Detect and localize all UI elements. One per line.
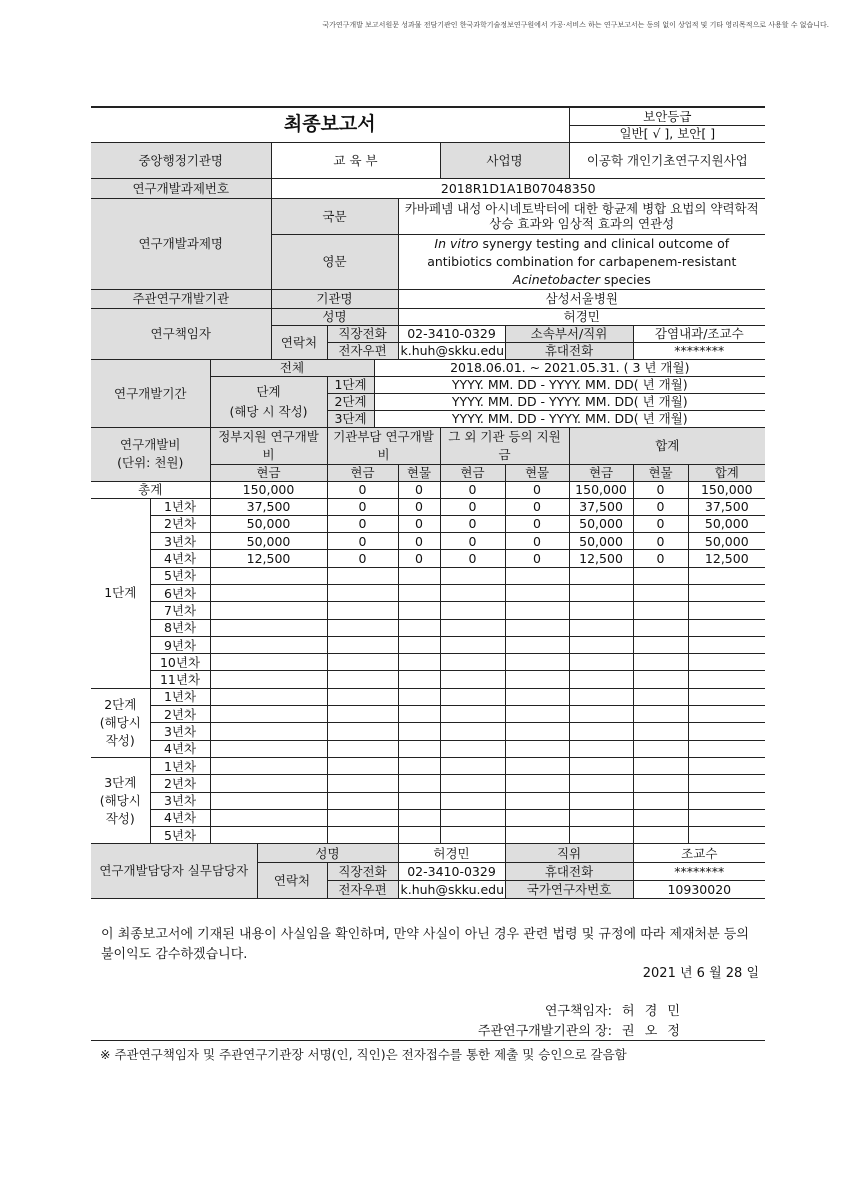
budget-cell-inst-cash bbox=[327, 757, 398, 774]
budget-label: 연구개발비 (단위: 천원) bbox=[91, 427, 210, 481]
period-total-label: 전체 bbox=[210, 359, 374, 376]
budget-cell-sum-total bbox=[688, 567, 765, 584]
budget-cell-sum-total: 50,000 bbox=[688, 533, 765, 550]
pi-mobile-label: 휴대전화 bbox=[505, 342, 633, 359]
budget-cell-gov-cash bbox=[210, 757, 327, 774]
budget-cell-sum-inkind bbox=[633, 706, 688, 723]
budget-stage-3-label: 3단계 (해당시 작성) bbox=[91, 757, 150, 843]
budget-cell-gov-cash bbox=[210, 706, 327, 723]
budget-cell-sum-cash bbox=[569, 636, 633, 653]
budget-cell-gov-cash bbox=[210, 671, 327, 688]
budget-total-label: 총계 bbox=[91, 481, 210, 498]
budget-cell-sum-inkind bbox=[633, 619, 688, 636]
budget-cell-other-inkind bbox=[505, 723, 569, 740]
budget-row bbox=[91, 723, 765, 740]
budget-cell-inst-cash: 0 bbox=[327, 515, 398, 532]
security-value: 일반[ √ ], 보안[ ] bbox=[569, 125, 765, 142]
budget-cell-other-cash bbox=[440, 706, 505, 723]
budget-cell-gov-cash bbox=[210, 619, 327, 636]
staff-position-label: 직위 bbox=[505, 844, 633, 863]
budget-cell-sum-inkind bbox=[633, 809, 688, 826]
budget-year-label: 5년차 bbox=[150, 827, 210, 844]
budget-cell-sum-total bbox=[688, 671, 765, 688]
pi-contact-label: 연락처 bbox=[271, 325, 327, 359]
col-other-inkind: 현물 bbox=[505, 464, 569, 481]
budget-cell-other-inkind bbox=[505, 654, 569, 671]
task-title-en: In vitro synergy testing and clinical outcome of antibiotics combination for carbapenem-resistant Acinetobacter species bbox=[398, 234, 765, 289]
budget-cell-other-inkind: 0 bbox=[505, 515, 569, 532]
budget-cell-inst-inkind bbox=[398, 723, 440, 740]
budget-cell-gov-cash: 12,500 bbox=[210, 550, 327, 567]
signature-org-head: 주관연구개발기관의 장: 권 오 정 bbox=[477, 1024, 683, 1039]
budget-year-label: 10년차 bbox=[150, 654, 210, 671]
pi-phone: 02-3410-0329 bbox=[398, 325, 505, 342]
budget-cell-other-cash bbox=[440, 775, 505, 792]
budget-cell-inst-inkind bbox=[398, 619, 440, 636]
budget-row bbox=[91, 688, 765, 705]
budget-cell-inst-inkind bbox=[398, 584, 440, 601]
budget-year-label: 3년차 bbox=[150, 792, 210, 809]
staff-name-label: 성명 bbox=[257, 844, 398, 863]
budget-cell-other-cash: 0 bbox=[440, 550, 505, 567]
budget-row bbox=[91, 792, 765, 809]
budget-cell-gov-cash bbox=[210, 584, 327, 601]
staff-email-label: 전자우편 bbox=[327, 881, 398, 899]
budget-cell-sum-total: 37,500 bbox=[688, 498, 765, 515]
budget-cell-other-inkind bbox=[505, 757, 569, 774]
col-gov-cash: 현금 bbox=[210, 464, 327, 481]
budget-year-label: 3년차 bbox=[150, 533, 210, 550]
budget-cell-sum-inkind bbox=[633, 654, 688, 671]
budget-cell-sum-total bbox=[688, 775, 765, 792]
budget-cell-other-cash bbox=[440, 567, 505, 584]
budget-stage-2-label: 2단계 (해당시 작성) bbox=[91, 688, 150, 757]
budget-inst-label: 기관부담 연구개발비 bbox=[327, 427, 440, 464]
budget-year-label: 8년차 bbox=[150, 619, 210, 636]
budget-cell-other-cash: 0 bbox=[440, 515, 505, 532]
budget-cell-other-cash bbox=[440, 636, 505, 653]
budget-cell-sum-total bbox=[688, 827, 765, 844]
budget-cell-sum-cash bbox=[569, 619, 633, 636]
budget-cell-other-cash bbox=[440, 827, 505, 844]
budget-year-label: 3년차 bbox=[150, 723, 210, 740]
budget-cell-other-inkind: 0 bbox=[505, 550, 569, 567]
budget-cell-other-cash bbox=[440, 654, 505, 671]
budget-cell-inst-cash bbox=[327, 740, 398, 757]
budget-cell-inst-inkind bbox=[398, 654, 440, 671]
budget-cell-inst-cash bbox=[327, 567, 398, 584]
budget-cell-other-cash bbox=[440, 671, 505, 688]
budget-cell-other-inkind bbox=[505, 809, 569, 826]
budget-cell-other-inkind: 0 bbox=[505, 498, 569, 515]
budget-cell-inst-inkind: 0 bbox=[398, 550, 440, 567]
budget-cell-inst-cash bbox=[327, 688, 398, 705]
budget-cell-gov-cash: 150,000 bbox=[210, 481, 327, 498]
budget-cell-gov-cash: 50,000 bbox=[210, 515, 327, 532]
pi-label: 연구책임자 bbox=[91, 308, 271, 359]
budget-gov-label: 정부지원 연구개발비 bbox=[210, 427, 327, 464]
budget-cell-gov-cash bbox=[210, 792, 327, 809]
budget-cell-sum-inkind bbox=[633, 688, 688, 705]
budget-cell-sum-inkind bbox=[633, 792, 688, 809]
budget-cell-sum-cash bbox=[569, 792, 633, 809]
budget-cell-gov-cash bbox=[210, 775, 327, 792]
period-stage-1-label: 1단계 bbox=[327, 376, 374, 393]
budget-cell-sum-total bbox=[688, 688, 765, 705]
budget-cell-gov-cash bbox=[210, 688, 327, 705]
budget-cell-other-inkind bbox=[505, 688, 569, 705]
budget-cell-gov-cash bbox=[210, 827, 327, 844]
budget-cell-other-inkind bbox=[505, 775, 569, 792]
budget-cell-sum-cash: 150,000 bbox=[569, 481, 633, 498]
budget-row bbox=[91, 584, 765, 601]
budget-cell-sum-inkind bbox=[633, 740, 688, 757]
budget-year-label: 2년차 bbox=[150, 515, 210, 532]
budget-cell-inst-inkind bbox=[398, 636, 440, 653]
budget-cell-other-cash: 0 bbox=[440, 481, 505, 498]
budget-cell-sum-total bbox=[688, 740, 765, 757]
period-stage-label: 단계 (해당 시 작성) bbox=[210, 376, 327, 427]
budget-cell-inst-cash bbox=[327, 706, 398, 723]
budget-cell-other-inkind bbox=[505, 740, 569, 757]
budget-year-label: 2년차 bbox=[150, 775, 210, 792]
budget-cell-other-inkind: 0 bbox=[505, 481, 569, 498]
budget-year-label: 6년차 bbox=[150, 584, 210, 601]
budget-cell-sum-inkind: 0 bbox=[633, 515, 688, 532]
budget-year-label: 5년차 bbox=[150, 567, 210, 584]
budget-cell-sum-cash bbox=[569, 654, 633, 671]
budget-year-label: 7년차 bbox=[150, 602, 210, 619]
budget-cell-sum-inkind bbox=[633, 757, 688, 774]
budget-cell-sum-cash: 50,000 bbox=[569, 515, 633, 532]
budget-cell-inst-inkind bbox=[398, 775, 440, 792]
budget-cell-sum-cash bbox=[569, 584, 633, 601]
budget-cell-sum-total bbox=[688, 706, 765, 723]
budget-cell-sum-inkind bbox=[633, 567, 688, 584]
budget-cell-inst-inkind bbox=[398, 688, 440, 705]
budget-row bbox=[91, 809, 765, 826]
budget-cell-inst-cash bbox=[327, 792, 398, 809]
budget-cell-sum-cash: 12,500 bbox=[569, 550, 633, 567]
staff-researcher-no-label: 국가연구자번호 bbox=[505, 881, 633, 899]
budget-cell-inst-cash bbox=[327, 654, 398, 671]
budget-cell-inst-cash: 0 bbox=[327, 533, 398, 550]
budget-cell-gov-cash bbox=[210, 602, 327, 619]
budget-cell-other-inkind bbox=[505, 619, 569, 636]
report-title: 최종보고서 bbox=[91, 107, 569, 142]
budget-cell-gov-cash bbox=[210, 567, 327, 584]
budget-cell-inst-inkind bbox=[398, 827, 440, 844]
business-value: 이공학 개인기초연구지원사업 bbox=[569, 142, 765, 178]
budget-cell-other-cash bbox=[440, 584, 505, 601]
budget-row bbox=[91, 671, 765, 688]
budget-cell-inst-inkind: 0 bbox=[398, 481, 440, 498]
budget-cell-inst-cash bbox=[327, 584, 398, 601]
budget-cell-sum-total bbox=[688, 584, 765, 601]
budget-cell-sum-cash: 37,500 bbox=[569, 498, 633, 515]
budget-cell-sum-total bbox=[688, 723, 765, 740]
budget-cell-other-inkind bbox=[505, 671, 569, 688]
certification-statement: 이 최종보고서에 기재된 내용이 사실임을 확인하며, 만약 사실이 아닌 경우 관련 법령 및 규정에 따라 제재처분 등의 불이익도 감수하겠습니다. bbox=[101, 927, 749, 962]
pi-email: k.huh@skku.edu bbox=[398, 342, 505, 359]
budget-row bbox=[91, 515, 765, 532]
budget-row bbox=[91, 619, 765, 636]
pi-mobile: ******** bbox=[633, 342, 765, 359]
budget-row bbox=[91, 498, 765, 515]
budget-cell-inst-inkind bbox=[398, 809, 440, 826]
budget-cell-inst-cash bbox=[327, 775, 398, 792]
budget-other-label: 그 외 기관 등의 지원금 bbox=[440, 427, 569, 464]
col-sum-total: 합계 bbox=[688, 464, 765, 481]
budget-year-label: 1년차 bbox=[150, 498, 210, 515]
budget-cell-inst-inkind bbox=[398, 740, 440, 757]
budget-cell-sum-total: 150,000 bbox=[688, 481, 765, 498]
budget-year-label: 4년차 bbox=[150, 809, 210, 826]
pi-dept-label: 소속부서/직위 bbox=[505, 325, 633, 342]
staff-researcher-no: 10930020 bbox=[633, 881, 765, 899]
security-label: 보안등급 bbox=[569, 107, 765, 125]
budget-cell-other-inkind bbox=[505, 827, 569, 844]
budget-cell-other-inkind bbox=[505, 567, 569, 584]
budget-cell-sum-cash bbox=[569, 809, 633, 826]
budget-cell-inst-cash bbox=[327, 602, 398, 619]
period-stage-1: YYYY. MM. DD - YYYY. MM. DD( 년 개월) bbox=[374, 376, 765, 393]
budget-cell-sum-inkind: 0 bbox=[633, 498, 688, 515]
period-label: 연구개발기간 bbox=[91, 359, 210, 427]
budget-cell-gov-cash: 37,500 bbox=[210, 498, 327, 515]
staff-name: 허경민 bbox=[398, 844, 505, 863]
budget-cell-inst-cash bbox=[327, 619, 398, 636]
budget-cell-inst-inkind bbox=[398, 671, 440, 688]
budget-year-label: 1년차 bbox=[150, 757, 210, 774]
budget-cell-inst-cash: 0 bbox=[327, 550, 398, 567]
budget-cell-sum-cash bbox=[569, 757, 633, 774]
budget-cell-sum-total: 12,500 bbox=[688, 550, 765, 567]
budget-cell-gov-cash bbox=[210, 723, 327, 740]
budget-cell-sum-inkind bbox=[633, 602, 688, 619]
budget-cell-other-inkind bbox=[505, 602, 569, 619]
org-label: 주관연구개발기관 bbox=[91, 289, 271, 308]
staff-position: 조교수 bbox=[633, 844, 765, 863]
pi-email-label: 전자우편 bbox=[327, 342, 398, 359]
budget-cell-sum-cash: 50,000 bbox=[569, 533, 633, 550]
budget-cell-gov-cash: 50,000 bbox=[210, 533, 327, 550]
budget-stage-1-label: 1단계 bbox=[91, 498, 150, 688]
budget-row bbox=[91, 706, 765, 723]
budget-cell-other-inkind bbox=[505, 792, 569, 809]
period-stage-3: YYYY. MM. DD - YYYY. MM. DD( 년 개월) bbox=[374, 410, 765, 427]
col-sum-inkind: 현물 bbox=[633, 464, 688, 481]
budget-row bbox=[91, 740, 765, 757]
budget-cell-sum-total bbox=[688, 757, 765, 774]
budget-cell-sum-inkind: 0 bbox=[633, 533, 688, 550]
budget-cell-sum-inkind bbox=[633, 723, 688, 740]
budget-cell-sum-cash bbox=[569, 688, 633, 705]
budget-row bbox=[91, 602, 765, 619]
budget-cell-other-cash bbox=[440, 602, 505, 619]
budget-cell-other-cash bbox=[440, 792, 505, 809]
pi-phone-label: 직장전화 bbox=[327, 325, 398, 342]
pi-name-label: 성명 bbox=[271, 308, 398, 325]
signature-pi: 연구책임자: 허 경 민 bbox=[544, 1004, 683, 1019]
budget-cell-other-inkind bbox=[505, 584, 569, 601]
budget-year-label: 1년차 bbox=[150, 688, 210, 705]
budget-cell-sum-inkind: 0 bbox=[633, 550, 688, 567]
staff-contact-label: 연락처 bbox=[257, 863, 327, 899]
staff-mobile-label: 휴대전화 bbox=[505, 863, 633, 881]
budget-cell-sum-total bbox=[688, 792, 765, 809]
budget-cell-inst-cash: 0 bbox=[327, 481, 398, 498]
col-inst-inkind: 현물 bbox=[398, 464, 440, 481]
footnote-divider bbox=[91, 1040, 765, 1041]
budget-cell-inst-inkind bbox=[398, 567, 440, 584]
budget-row bbox=[91, 654, 765, 671]
task-title-ko-label: 국문 bbox=[271, 198, 398, 234]
budget-cell-other-cash bbox=[440, 619, 505, 636]
agency-label: 중앙행정기관명 bbox=[91, 142, 271, 178]
budget-cell-gov-cash bbox=[210, 809, 327, 826]
period-total: 2018.06.01. ~ 2021.05.31. ( 3 년 개월) bbox=[374, 359, 765, 376]
budget-cell-inst-inkind: 0 bbox=[398, 533, 440, 550]
final-report-form bbox=[91, 106, 765, 899]
budget-cell-inst-inkind bbox=[398, 757, 440, 774]
period-stage-3-label: 3단계 bbox=[327, 410, 374, 427]
budget-cell-other-cash: 0 bbox=[440, 498, 505, 515]
budget-cell-sum-cash bbox=[569, 740, 633, 757]
org-name: 삼성서울병원 bbox=[398, 289, 765, 308]
budget-cell-sum-cash bbox=[569, 706, 633, 723]
budget-row bbox=[91, 775, 765, 792]
task-title-label: 연구개발과제명 bbox=[91, 198, 271, 289]
org-name-label: 기관명 bbox=[271, 289, 398, 308]
budget-cell-sum-total bbox=[688, 602, 765, 619]
budget-cell-other-cash bbox=[440, 740, 505, 757]
budget-cell-sum-total bbox=[688, 619, 765, 636]
budget-year-label: 9년차 bbox=[150, 636, 210, 653]
task-number-label: 연구개발과제번호 bbox=[91, 178, 271, 198]
budget-cell-inst-cash bbox=[327, 671, 398, 688]
budget-year-label: 2년차 bbox=[150, 706, 210, 723]
budget-cell-sum-cash bbox=[569, 827, 633, 844]
budget-cell-sum-inkind bbox=[633, 827, 688, 844]
budget-cell-sum-inkind: 0 bbox=[633, 481, 688, 498]
budget-row bbox=[91, 533, 765, 550]
budget-cell-other-inkind bbox=[505, 636, 569, 653]
budget-cell-inst-cash bbox=[327, 723, 398, 740]
budget-cell-gov-cash bbox=[210, 636, 327, 653]
period-stage-2: YYYY. MM. DD - YYYY. MM. DD( 년 개월) bbox=[374, 393, 765, 410]
budget-cell-sum-cash bbox=[569, 602, 633, 619]
budget-cell-other-cash bbox=[440, 809, 505, 826]
budget-cell-sum-cash bbox=[569, 723, 633, 740]
pi-dept: 감염내과/조교수 bbox=[633, 325, 765, 342]
budget-cell-other-cash bbox=[440, 757, 505, 774]
budget-cell-inst-cash bbox=[327, 636, 398, 653]
task-number-value: 2018R1D1A1B07048350 bbox=[271, 178, 765, 198]
budget-cell-inst-cash: 0 bbox=[327, 498, 398, 515]
budget-row bbox=[91, 636, 765, 653]
budget-sum-label: 합계 bbox=[569, 427, 765, 464]
budget-cell-sum-inkind bbox=[633, 671, 688, 688]
budget-cell-sum-inkind bbox=[633, 584, 688, 601]
staff-label: 연구개발담당자 실무담당자 bbox=[91, 844, 257, 899]
budget-row bbox=[91, 550, 765, 567]
budget-cell-sum-inkind bbox=[633, 775, 688, 792]
budget-year-label: 4년차 bbox=[150, 740, 210, 757]
report-date: 2021 년 6 월 28 일 bbox=[642, 966, 759, 981]
budget-cell-sum-cash bbox=[569, 671, 633, 688]
budget-row bbox=[91, 827, 765, 844]
staff-email: k.huh@skku.edu bbox=[398, 881, 505, 899]
budget-cell-inst-cash bbox=[327, 827, 398, 844]
budget-year-label: 11년차 bbox=[150, 671, 210, 688]
budget-cell-inst-inkind: 0 bbox=[398, 498, 440, 515]
budget-cell-sum-total bbox=[688, 636, 765, 653]
agency-value: 교 육 부 bbox=[271, 142, 440, 178]
budget-year-label: 4년차 bbox=[150, 550, 210, 567]
business-label: 사업명 bbox=[440, 142, 569, 178]
staff-phone: 02-3410-0329 bbox=[398, 863, 505, 881]
budget-cell-sum-total bbox=[688, 654, 765, 671]
budget-cell-inst-cash bbox=[327, 809, 398, 826]
period-stage-2-label: 2단계 bbox=[327, 393, 374, 410]
budget-cell-gov-cash bbox=[210, 740, 327, 757]
staff-mobile: ******** bbox=[633, 863, 765, 881]
budget-cell-inst-inkind bbox=[398, 706, 440, 723]
budget-cell-gov-cash bbox=[210, 654, 327, 671]
task-title-en-label: 영문 bbox=[271, 234, 398, 289]
budget-cell-other-inkind bbox=[505, 706, 569, 723]
budget-row bbox=[91, 757, 765, 774]
budget-cell-sum-total bbox=[688, 809, 765, 826]
budget-cell-other-cash: 0 bbox=[440, 533, 505, 550]
col-sum-cash: 현금 bbox=[569, 464, 633, 481]
footnote: ※ 주관연구책임자 및 주관연구기관장 서명(인, 직인)은 전자접수를 통한 제출 및 승인으로 갈음함 bbox=[100, 1047, 627, 1062]
budget-cell-other-cash bbox=[440, 723, 505, 740]
copyright-notice: 국가연구개발 보고서원문 성과물 전담기관인 한국과학기술정보연구원에서 가공·서비스 하는 연구보고서는 동의 없이 상업적 및 기타 영리목적으로 사용할 수 없습니다. bbox=[322, 21, 829, 29]
budget-cell-inst-inkind: 0 bbox=[398, 515, 440, 532]
task-title-ko: 카바페넴 내성 아시네토박터에 대한 항균제 병합 요법의 약력학적 상승 효과와 임상적 효과의 연관성 bbox=[398, 198, 765, 234]
budget-cell-inst-inkind bbox=[398, 792, 440, 809]
col-inst-cash: 현금 bbox=[327, 464, 398, 481]
budget-cell-inst-inkind bbox=[398, 602, 440, 619]
budget-cell-sum-total: 50,000 bbox=[688, 515, 765, 532]
staff-phone-label: 직장전화 bbox=[327, 863, 398, 881]
pi-name: 허경민 bbox=[398, 308, 765, 325]
col-other-cash: 현금 bbox=[440, 464, 505, 481]
budget-cell-sum-cash bbox=[569, 775, 633, 792]
budget-cell-sum-cash bbox=[569, 567, 633, 584]
budget-row bbox=[91, 567, 765, 584]
budget-cell-other-inkind: 0 bbox=[505, 533, 569, 550]
budget-cell-sum-inkind bbox=[633, 636, 688, 653]
budget-cell-other-cash bbox=[440, 688, 505, 705]
